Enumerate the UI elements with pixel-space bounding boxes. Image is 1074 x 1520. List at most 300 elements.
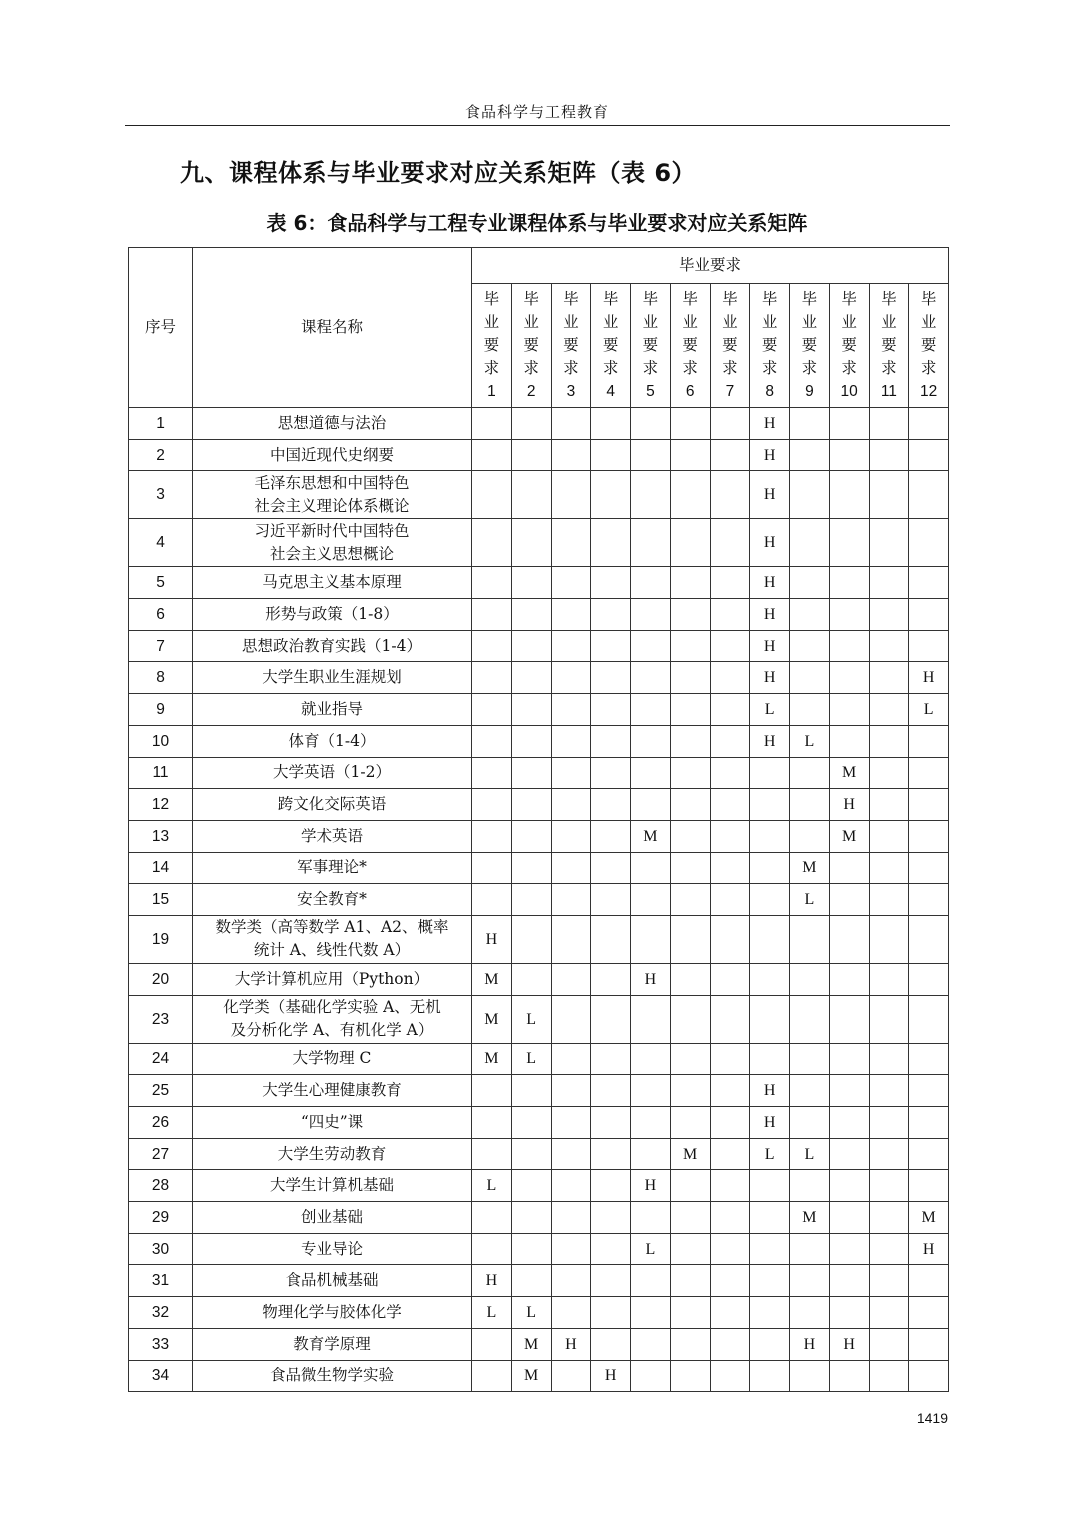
support-level-cell xyxy=(631,1075,671,1107)
support-level-cell xyxy=(829,567,869,599)
support-level-cell xyxy=(511,567,551,599)
support-level-cell xyxy=(829,995,869,1043)
course-name-line: 大学计算机应用（Python） xyxy=(234,969,430,988)
seq-cell: 5 xyxy=(129,567,193,599)
support-level-cell xyxy=(750,789,790,821)
course-name-line: 大学生心理健康教育 xyxy=(262,1081,402,1100)
requirement-header-char: 业 xyxy=(602,313,619,331)
requirement-header-char: 毕 xyxy=(642,290,659,308)
course-name-cell xyxy=(193,408,472,440)
support-level-cell xyxy=(909,519,949,567)
support-level-cell xyxy=(909,820,949,852)
requirement-header-char: 要 xyxy=(642,336,659,354)
support-level-cell xyxy=(511,884,551,916)
section-title: 九、课程体系与毕业要求对应关系矩阵（表 6） xyxy=(180,159,697,187)
course-name-line: 教育学原理 xyxy=(293,1334,371,1353)
support-level-cell xyxy=(670,1075,710,1107)
course-name-line: 跨文化交际英语 xyxy=(277,795,387,814)
table-row xyxy=(129,519,949,567)
support-level-cell: L xyxy=(790,1138,830,1170)
requirement-header-char: 要 xyxy=(722,336,738,354)
support-level-cell xyxy=(869,789,909,821)
requirement-header-char: 业 xyxy=(563,313,579,331)
support-level-cell xyxy=(511,820,551,852)
support-level-cell xyxy=(591,1202,631,1234)
support-level-cell xyxy=(472,1107,512,1139)
seq-cell: 15 xyxy=(129,884,193,916)
support-level-cell xyxy=(710,757,750,789)
support-level-cell xyxy=(591,995,631,1043)
table-row xyxy=(129,789,949,821)
support-level-cell xyxy=(551,1297,591,1329)
table-row xyxy=(129,915,949,963)
support-level-cell xyxy=(790,1043,830,1075)
requirement-header-char: 业 xyxy=(841,313,857,331)
requirement-header-char: 要 xyxy=(523,336,539,354)
support-level-cell xyxy=(551,884,591,916)
support-level-cell: L xyxy=(750,1138,790,1170)
support-level-cell xyxy=(670,1360,710,1392)
support-level-cell xyxy=(472,884,512,916)
support-level-cell: H xyxy=(750,630,790,662)
requirement-header-char: 毕 xyxy=(801,290,818,308)
support-level-cell xyxy=(472,1138,512,1170)
support-level-cell xyxy=(670,662,710,694)
support-level-cell xyxy=(909,1360,949,1392)
requirement-header-char: 求 xyxy=(801,359,818,377)
support-level-cell xyxy=(511,694,551,726)
support-level-cell xyxy=(472,408,512,440)
support-level-cell xyxy=(511,630,551,662)
course-name-line: 大学英语（1-2） xyxy=(273,763,391,782)
support-level-cell xyxy=(670,1043,710,1075)
support-level-cell xyxy=(472,1202,512,1234)
course-name-line: 军事理论* xyxy=(297,858,367,877)
support-level-cell xyxy=(869,1233,909,1265)
support-level-cell xyxy=(710,662,750,694)
support-level-cell: H xyxy=(591,1360,631,1392)
support-level-cell xyxy=(710,408,750,440)
support-level-cell xyxy=(551,408,591,440)
seq-cell: 20 xyxy=(129,963,193,995)
support-level-cell xyxy=(710,820,750,852)
support-level-cell xyxy=(472,439,512,471)
support-level-cell xyxy=(631,789,671,821)
support-level-cell xyxy=(631,567,671,599)
support-level-cell xyxy=(670,789,710,821)
support-level-cell: M xyxy=(472,963,512,995)
support-level-cell xyxy=(750,1297,790,1329)
support-level-cell xyxy=(829,662,869,694)
support-level-cell xyxy=(710,1170,750,1202)
support-level-cell xyxy=(551,567,591,599)
support-level-cell xyxy=(829,1297,869,1329)
table-row xyxy=(129,884,949,916)
support-level-cell xyxy=(909,1107,949,1139)
support-level-cell xyxy=(829,725,869,757)
support-level-cell xyxy=(790,630,830,662)
requirement-header-char: 求 xyxy=(722,359,738,377)
support-level-cell: H xyxy=(750,1075,790,1107)
course-name-cell xyxy=(193,1170,472,1202)
support-level-cell xyxy=(591,915,631,963)
support-level-cell xyxy=(472,1233,512,1265)
requirement-header-char: 毕 xyxy=(682,290,698,308)
support-level-cell xyxy=(670,599,710,631)
support-level-cell xyxy=(591,471,631,519)
support-level-cell: L xyxy=(511,1297,551,1329)
support-level-cell xyxy=(869,519,909,567)
support-level-cell xyxy=(869,820,909,852)
support-level-cell xyxy=(909,1265,949,1297)
course-name-line: 数学类（高等数学 A1、A2、概率 xyxy=(215,918,449,937)
course-name-cell xyxy=(193,1138,472,1170)
support-level-cell xyxy=(790,694,830,726)
requirement-header-char: 要 xyxy=(563,336,579,354)
requirement-header-char: 求 xyxy=(602,359,619,377)
course-name-line: 社会主义理论体系概论 xyxy=(254,496,410,515)
seq-cell: 30 xyxy=(129,1233,193,1265)
seq-cell: 25 xyxy=(129,1075,193,1107)
requirement-header-2 xyxy=(511,284,551,408)
requirement-header-char: 求 xyxy=(761,359,778,377)
requirement-header-number: 10 xyxy=(840,383,858,400)
support-level-cell xyxy=(750,820,790,852)
support-level-cell xyxy=(869,995,909,1043)
requirement-header-9 xyxy=(790,284,830,408)
support-level-cell xyxy=(511,1202,551,1234)
support-level-cell: H xyxy=(472,1265,512,1297)
support-level-cell xyxy=(909,995,949,1043)
support-level-cell xyxy=(511,725,551,757)
support-level-cell xyxy=(631,1328,671,1360)
support-level-cell: H xyxy=(750,471,790,519)
course-name-line: 学术英语 xyxy=(300,826,363,845)
support-level-cell xyxy=(710,963,750,995)
support-level-cell xyxy=(631,1202,671,1234)
support-level-cell xyxy=(591,1170,631,1202)
support-level-cell xyxy=(790,439,830,471)
support-level-cell xyxy=(551,757,591,789)
support-level-cell xyxy=(670,1265,710,1297)
seq-cell: 24 xyxy=(129,1043,193,1075)
support-level-cell: M xyxy=(511,1360,551,1392)
requirement-header-char: 毕 xyxy=(881,290,897,308)
support-level-cell xyxy=(829,1360,869,1392)
support-level-cell xyxy=(472,662,512,694)
course-name-line: 大学生计算机基础 xyxy=(269,1176,394,1195)
support-level-cell xyxy=(591,725,631,757)
course-name-cell xyxy=(193,694,472,726)
seq-cell: 33 xyxy=(129,1328,193,1360)
support-level-cell xyxy=(909,630,949,662)
support-level-cell xyxy=(750,852,790,884)
support-level-cell xyxy=(909,1075,949,1107)
support-level-cell xyxy=(670,852,710,884)
course-name-cell xyxy=(193,915,472,963)
support-level-cell xyxy=(551,1107,591,1139)
support-level-cell xyxy=(710,852,750,884)
requirement-header-char: 业 xyxy=(801,313,818,331)
support-level-cell xyxy=(710,1202,750,1234)
course-name-cell xyxy=(193,1202,472,1234)
support-level-cell xyxy=(869,408,909,440)
support-level-cell xyxy=(869,1107,909,1139)
seq-cell: 19 xyxy=(129,915,193,963)
support-level-cell xyxy=(591,1265,631,1297)
support-level-cell xyxy=(511,852,551,884)
support-level-cell xyxy=(710,1233,750,1265)
support-level-cell xyxy=(829,439,869,471)
table-row xyxy=(129,1075,949,1107)
support-level-cell xyxy=(472,852,512,884)
support-level-cell xyxy=(511,1265,551,1297)
seq-cell: 11 xyxy=(129,757,193,789)
course-name-line: 食品微生物学实验 xyxy=(269,1366,394,1385)
support-level-cell xyxy=(551,915,591,963)
requirement-header-char: 要 xyxy=(682,336,698,354)
requirement-header-number: 8 xyxy=(765,383,774,400)
table-row xyxy=(129,630,949,662)
support-level-cell xyxy=(631,1297,671,1329)
requirement-header-number: 7 xyxy=(725,383,735,400)
support-level-cell xyxy=(591,852,631,884)
course-name-line: 创业基础 xyxy=(300,1207,363,1226)
table-row xyxy=(129,1170,949,1202)
support-level-cell xyxy=(631,630,671,662)
seq-cell: 10 xyxy=(129,725,193,757)
support-level-cell xyxy=(790,1297,830,1329)
support-level-cell xyxy=(551,1043,591,1075)
support-level-cell: H xyxy=(631,1170,671,1202)
support-level-cell xyxy=(750,884,790,916)
support-level-cell xyxy=(631,1107,671,1139)
support-level-cell xyxy=(710,884,750,916)
support-level-cell xyxy=(829,963,869,995)
support-level-cell xyxy=(472,694,512,726)
requirement-header-char: 求 xyxy=(563,359,579,377)
support-level-cell xyxy=(869,1328,909,1360)
course-name-cell xyxy=(193,1075,472,1107)
table-row xyxy=(129,1043,949,1075)
support-level-cell xyxy=(551,519,591,567)
support-level-cell xyxy=(511,1233,551,1265)
running-header: 食品科学与工程教育 xyxy=(464,103,609,121)
requirement-header-char: 业 xyxy=(523,313,539,331)
support-level-cell xyxy=(551,1202,591,1234)
support-level-cell xyxy=(869,471,909,519)
support-level-cell xyxy=(670,1297,710,1329)
support-level-cell xyxy=(909,408,949,440)
support-level-cell xyxy=(869,1170,909,1202)
table-body xyxy=(129,408,949,1392)
support-level-cell xyxy=(790,1233,830,1265)
support-level-cell xyxy=(829,630,869,662)
requirements-matrix-table xyxy=(128,247,949,1392)
course-name-cell xyxy=(193,630,472,662)
support-level-cell xyxy=(591,820,631,852)
support-level-cell xyxy=(631,1043,671,1075)
seq-cell: 2 xyxy=(129,439,193,471)
support-level-cell xyxy=(591,757,631,789)
support-level-cell: H xyxy=(750,439,790,471)
course-name-cell xyxy=(193,1043,472,1075)
support-level-cell xyxy=(511,915,551,963)
support-level-cell: L xyxy=(631,1233,671,1265)
support-level-cell xyxy=(710,1075,750,1107)
table-row xyxy=(129,1233,949,1265)
support-level-cell: M xyxy=(909,1202,949,1234)
requirement-header-char: 求 xyxy=(920,359,937,377)
support-level-cell xyxy=(790,915,830,963)
support-level-cell xyxy=(631,1265,671,1297)
support-level-cell xyxy=(551,1138,591,1170)
support-level-cell xyxy=(790,1107,830,1139)
requirement-header-char: 要 xyxy=(483,336,500,354)
requirement-header-1 xyxy=(472,284,512,408)
support-level-cell xyxy=(670,694,710,726)
table-caption: 表 6：食品科学与工程专业课程体系与毕业要求对应关系矩阵 xyxy=(266,211,808,235)
page-number: 1419 xyxy=(916,1410,948,1426)
support-level-cell xyxy=(869,915,909,963)
support-level-cell xyxy=(472,519,512,567)
support-level-cell xyxy=(750,1043,790,1075)
seq-cell: 1 xyxy=(129,408,193,440)
course-name-cell xyxy=(193,471,472,519)
support-level-cell xyxy=(591,789,631,821)
seq-cell: 12 xyxy=(129,789,193,821)
requirement-header-char: 要 xyxy=(841,336,857,354)
seq-cell: 29 xyxy=(129,1202,193,1234)
support-level-cell xyxy=(829,1233,869,1265)
support-level-cell xyxy=(591,1328,631,1360)
support-level-cell: M xyxy=(829,820,869,852)
support-level-cell xyxy=(790,1170,830,1202)
course-name-line: 食品机械基础 xyxy=(285,1271,379,1290)
header-rule xyxy=(125,125,950,126)
support-level-cell xyxy=(909,789,949,821)
support-level-cell xyxy=(790,408,830,440)
support-level-cell xyxy=(710,1360,750,1392)
support-level-cell xyxy=(670,915,710,963)
seq-cell: 26 xyxy=(129,1107,193,1139)
seq-cell: 6 xyxy=(129,599,193,631)
requirement-header-7 xyxy=(710,284,750,408)
requirement-header-6 xyxy=(670,284,710,408)
requirement-header-number: 2 xyxy=(526,383,536,400)
support-level-cell xyxy=(551,852,591,884)
requirement-header-char: 毕 xyxy=(920,290,937,308)
support-level-cell xyxy=(829,1075,869,1107)
requirement-header-char: 业 xyxy=(642,313,659,331)
support-level-cell xyxy=(670,1328,710,1360)
seq-cell: 34 xyxy=(129,1360,193,1392)
support-level-cell xyxy=(511,471,551,519)
support-level-cell xyxy=(511,599,551,631)
support-level-cell xyxy=(551,789,591,821)
support-level-cell xyxy=(670,630,710,662)
support-level-cell xyxy=(909,884,949,916)
support-level-cell xyxy=(790,757,830,789)
seq-cell: 28 xyxy=(129,1170,193,1202)
support-level-cell xyxy=(670,1202,710,1234)
course-name-header: 课程名称 xyxy=(193,248,472,408)
support-level-cell xyxy=(670,725,710,757)
support-level-cell xyxy=(631,519,671,567)
seq-cell: 8 xyxy=(129,662,193,694)
support-level-cell xyxy=(472,471,512,519)
support-level-cell xyxy=(472,1075,512,1107)
course-name-line: 形势与政策（1-8） xyxy=(265,604,399,623)
support-level-cell xyxy=(790,599,830,631)
support-level-cell xyxy=(829,915,869,963)
support-level-cell xyxy=(909,471,949,519)
course-name-cell xyxy=(193,1107,472,1139)
support-level-cell xyxy=(591,599,631,631)
support-level-cell xyxy=(829,1043,869,1075)
requirement-header-char: 业 xyxy=(722,313,738,331)
requirement-header-5 xyxy=(631,284,671,408)
support-level-cell: L xyxy=(472,1297,512,1329)
support-level-cell xyxy=(551,995,591,1043)
support-level-cell xyxy=(511,1075,551,1107)
table-row xyxy=(129,1360,949,1392)
requirement-header-number: 11 xyxy=(880,383,897,400)
course-name-line: 中国近现代史纲要 xyxy=(269,445,394,464)
course-name-cell xyxy=(193,789,472,821)
requirement-header-8 xyxy=(750,284,790,408)
requirement-header-number: 12 xyxy=(920,383,938,400)
support-level-cell: M xyxy=(790,1202,830,1234)
support-level-cell xyxy=(472,725,512,757)
support-level-cell: L xyxy=(790,725,830,757)
table-row xyxy=(129,471,949,519)
support-level-cell xyxy=(790,1360,830,1392)
support-level-cell xyxy=(710,694,750,726)
support-level-cell xyxy=(631,725,671,757)
support-level-cell xyxy=(472,567,512,599)
support-level-cell: L xyxy=(511,995,551,1043)
requirement-header-char: 毕 xyxy=(602,290,619,308)
table-row xyxy=(129,694,949,726)
support-level-cell xyxy=(909,915,949,963)
support-level-cell: M xyxy=(829,757,869,789)
support-level-cell xyxy=(790,995,830,1043)
table-row xyxy=(129,1138,949,1170)
course-name-line: 统计 A、线性代数 A） xyxy=(253,941,411,960)
support-level-cell: H xyxy=(750,567,790,599)
support-level-cell xyxy=(472,757,512,789)
support-level-cell xyxy=(591,567,631,599)
support-level-cell xyxy=(670,1107,710,1139)
support-level-cell xyxy=(631,599,671,631)
course-name-line: 大学生劳动教育 xyxy=(277,1144,387,1163)
support-level-cell xyxy=(829,408,869,440)
requirement-header-char: 毕 xyxy=(483,290,500,308)
table-row xyxy=(129,1297,949,1329)
requirement-header-char: 求 xyxy=(682,359,698,377)
table-head xyxy=(129,248,949,408)
support-level-cell xyxy=(710,630,750,662)
requirement-header-char: 求 xyxy=(523,359,539,377)
support-level-cell xyxy=(511,1138,551,1170)
support-level-cell xyxy=(710,995,750,1043)
course-name-cell xyxy=(193,439,472,471)
seq-cell: 32 xyxy=(129,1297,193,1329)
course-name-cell xyxy=(193,1360,472,1392)
support-level-cell xyxy=(829,1202,869,1234)
support-level-cell xyxy=(909,1297,949,1329)
